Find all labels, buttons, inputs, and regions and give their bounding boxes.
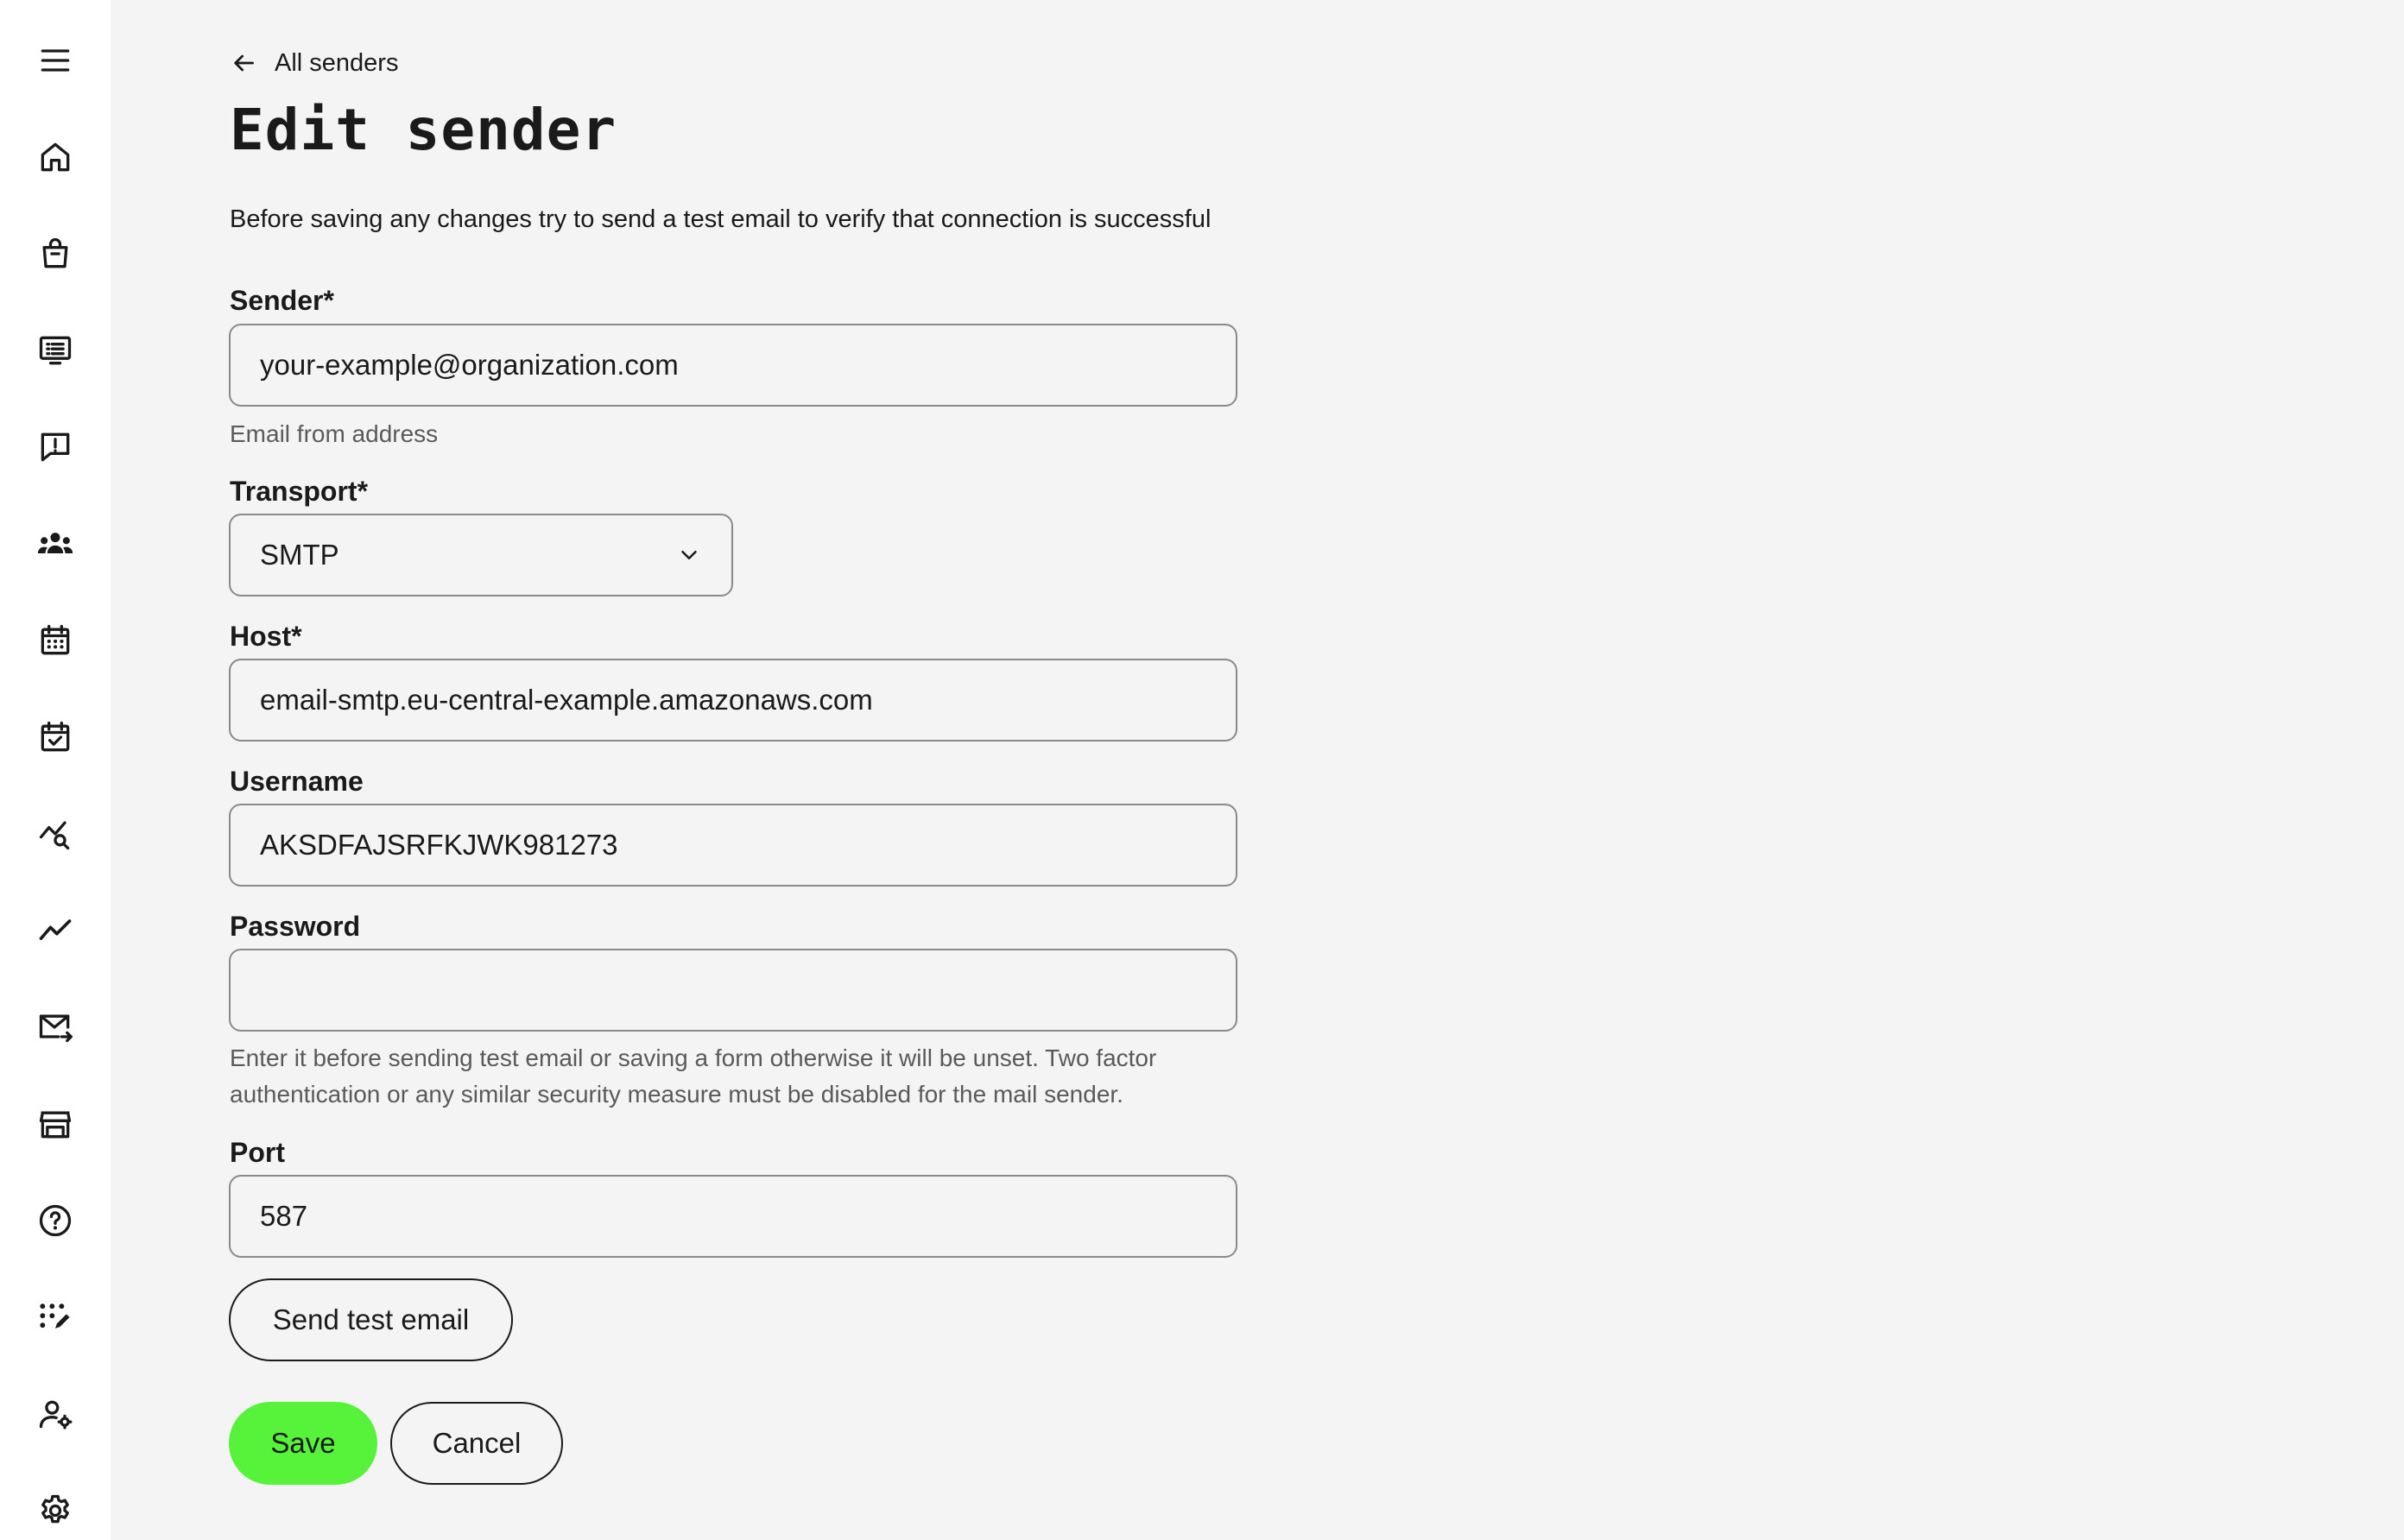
user-settings-icon: [36, 1395, 74, 1433]
password-hint-line-1: Enter it before sending test email or saving a form otherwise it will be unset. Two factor: [230, 1045, 1157, 1071]
username-label: Username: [230, 766, 364, 797]
back-to-senders-link[interactable]: [230, 43, 398, 83]
home-icon: [36, 138, 74, 176]
sidebar-item-complaints[interactable]: [28, 420, 83, 475]
intro-text: Before saving any changes try to send a test email to verify that connection is successful: [230, 205, 1211, 233]
send-test-email-button[interactable]: Send test email: [229, 1278, 513, 1361]
display-list-icon: [36, 331, 74, 369]
sidebar-item-calendar[interactable]: [28, 613, 83, 668]
gear-icon: [36, 1492, 74, 1530]
sidebar-item-customers[interactable]: [28, 516, 83, 571]
store-icon: [36, 1105, 74, 1143]
shopping-bag-icon: [36, 235, 74, 273]
host-label: Host*: [230, 621, 302, 652]
mail-forward-icon: [36, 1008, 74, 1046]
sidebar-item-home[interactable]: [28, 129, 83, 185]
users-group-icon: [36, 525, 74, 563]
calendar-grid-icon: [36, 622, 74, 660]
password-input[interactable]: [229, 949, 1237, 1032]
chart-search-icon: [36, 815, 74, 853]
sidebar-item-settings[interactable]: [28, 1483, 83, 1538]
cancel-button[interactable]: Cancel: [390, 1402, 563, 1485]
menu-button[interactable]: [28, 33, 83, 88]
password-label: Password: [230, 911, 361, 942]
sender-input[interactable]: [229, 324, 1237, 407]
back-link-label: All senders: [275, 48, 399, 77]
calendar-check-icon: [36, 718, 74, 756]
trend-line-icon: [36, 912, 74, 950]
sidebar-item-reports[interactable]: [28, 903, 83, 958]
sidebar-item-analytics-search[interactable]: [28, 806, 83, 862]
sidebar-item-customization[interactable]: [28, 1290, 83, 1345]
sidebar-item-orders[interactable]: [28, 226, 83, 281]
sidebar-item-catalog[interactable]: [28, 323, 83, 378]
password-hint: [230, 1040, 1156, 1113]
password-hint-line-2: authentication or any similar security measure must be disabled for the mail sender.: [230, 1081, 1123, 1108]
page-title: Edit sender: [230, 97, 617, 163]
transport-selected-value: SMTP: [260, 539, 339, 571]
sidebar: [0, 0, 111, 1540]
sidebar-item-tasks[interactable]: [28, 710, 83, 765]
username-input[interactable]: [229, 804, 1237, 887]
arrow-left-icon: [230, 49, 257, 77]
help-circle-icon: [36, 1202, 74, 1240]
host-input[interactable]: [229, 659, 1237, 742]
sidebar-item-mailing[interactable]: [28, 1000, 83, 1055]
alert-message-icon: [36, 428, 74, 466]
sidebar-item-help[interactable]: [28, 1193, 83, 1248]
dots-edit-icon: [36, 1298, 74, 1336]
sidebar-item-user-settings[interactable]: [28, 1386, 83, 1442]
chevron-down-icon: [676, 542, 702, 568]
transport-label: Transport*: [230, 476, 369, 507]
menu-icon: [36, 41, 74, 79]
sender-label: Sender*: [230, 285, 334, 316]
port-label: Port: [230, 1137, 285, 1168]
sender-hint: Email from address: [230, 420, 439, 447]
main-content: [111, 0, 2404, 1540]
transport-select[interactable]: [229, 514, 733, 596]
sidebar-item-stores[interactable]: [28, 1096, 83, 1152]
save-button[interactable]: Save: [229, 1402, 377, 1485]
port-input[interactable]: [229, 1175, 1237, 1258]
